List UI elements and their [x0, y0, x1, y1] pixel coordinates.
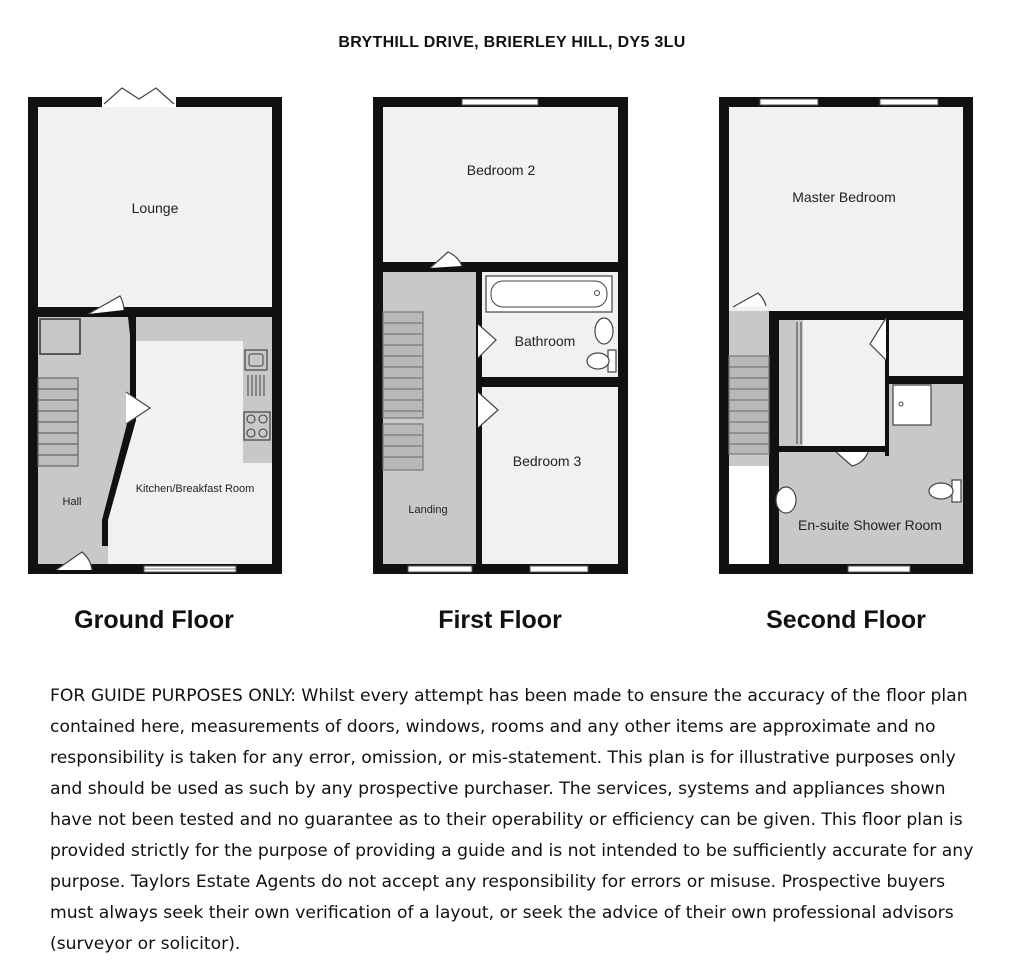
- second-stairs-icon: [729, 356, 769, 454]
- room-label-hall: Hall: [62, 496, 82, 508]
- window-icon: [462, 99, 538, 105]
- kitchen-worktop-side: [243, 341, 272, 463]
- room-label-bathroom: Bathroom: [514, 333, 576, 349]
- room-label-bedroom2: Bedroom 2: [466, 162, 536, 178]
- first-stairs-icon: [383, 312, 423, 470]
- ground-floor-plan: [28, 88, 282, 574]
- hall-cupboard: [40, 319, 80, 354]
- room-label-ensuite: En-suite Shower Room: [798, 517, 942, 533]
- room-label-bedroom3: Bedroom 3: [512, 453, 582, 469]
- first-floor-plan: [373, 97, 628, 574]
- wall: [868, 446, 889, 452]
- bedroom2-room: [383, 107, 618, 262]
- window-icon: [848, 566, 910, 572]
- wall: [769, 311, 779, 564]
- stair-void: [729, 466, 769, 564]
- basin-icon: [776, 487, 796, 513]
- ensuite-room: [779, 452, 963, 564]
- room-label-landing: Landing: [408, 504, 448, 516]
- room-label-master-bedroom: Master Bedroom: [792, 189, 896, 205]
- master-bedroom-room: [729, 107, 963, 311]
- wall: [482, 377, 618, 387]
- window-icon: [760, 99, 818, 105]
- second-floor-plan: [719, 97, 973, 574]
- wardrobe: [779, 320, 803, 446]
- wall: [885, 311, 963, 320]
- bedroom3-room: [482, 387, 618, 564]
- floor-label-ground: Ground Floor: [74, 606, 234, 634]
- basin-icon: [595, 318, 613, 344]
- cupboard-room: [889, 320, 963, 376]
- floor-label-first: First Floor: [438, 606, 562, 634]
- window-icon: [408, 566, 472, 572]
- window-icon: [880, 99, 938, 105]
- wall: [38, 307, 86, 317]
- wall: [128, 307, 272, 317]
- room-label-kitchen: Kitchen/Breakfast Room: [135, 483, 255, 495]
- room-label-lounge: Lounge: [131, 200, 179, 216]
- plan-title: BRYTHILL DRIVE, BRIERLEY HILL, DY5 3LU: [338, 34, 686, 51]
- disclaimer-text: FOR GUIDE PURPOSES ONLY: Whilst every attempt has been made to ensure the accuracy of the floor plan contained here, measurements of doors, windows, rooms and any other items are approximate and no responsibility is taken for any error, omission, or mis-statement. This plan is for illustrative purposes only and should be used as such by any prospective purchaser. The services, systems and appliances shown have not been tested and no guarantee as to their operability or efficiency can be given. This floor plan is provided strictly for the purpose of providing a guide and is not intended to be sufficiently accurate for any purpose. Taylors Estate Agents do not accept any responsibility for errors or misuse. Prospective buyers must always seek their own verification of a layout, or seek the advice of their own professional advisors (surveyor or solicitor).: [50, 686, 974, 954]
- wall: [779, 311, 803, 320]
- wall: [889, 376, 963, 384]
- ground-stairs-icon: [38, 378, 78, 466]
- kitchen-worktop-top: [136, 317, 272, 341]
- shower-tray-icon: [893, 385, 931, 425]
- window-icon: [530, 566, 588, 572]
- floor-label-second: Second Floor: [766, 606, 926, 634]
- wall: [383, 262, 618, 272]
- wall: [779, 446, 835, 452]
